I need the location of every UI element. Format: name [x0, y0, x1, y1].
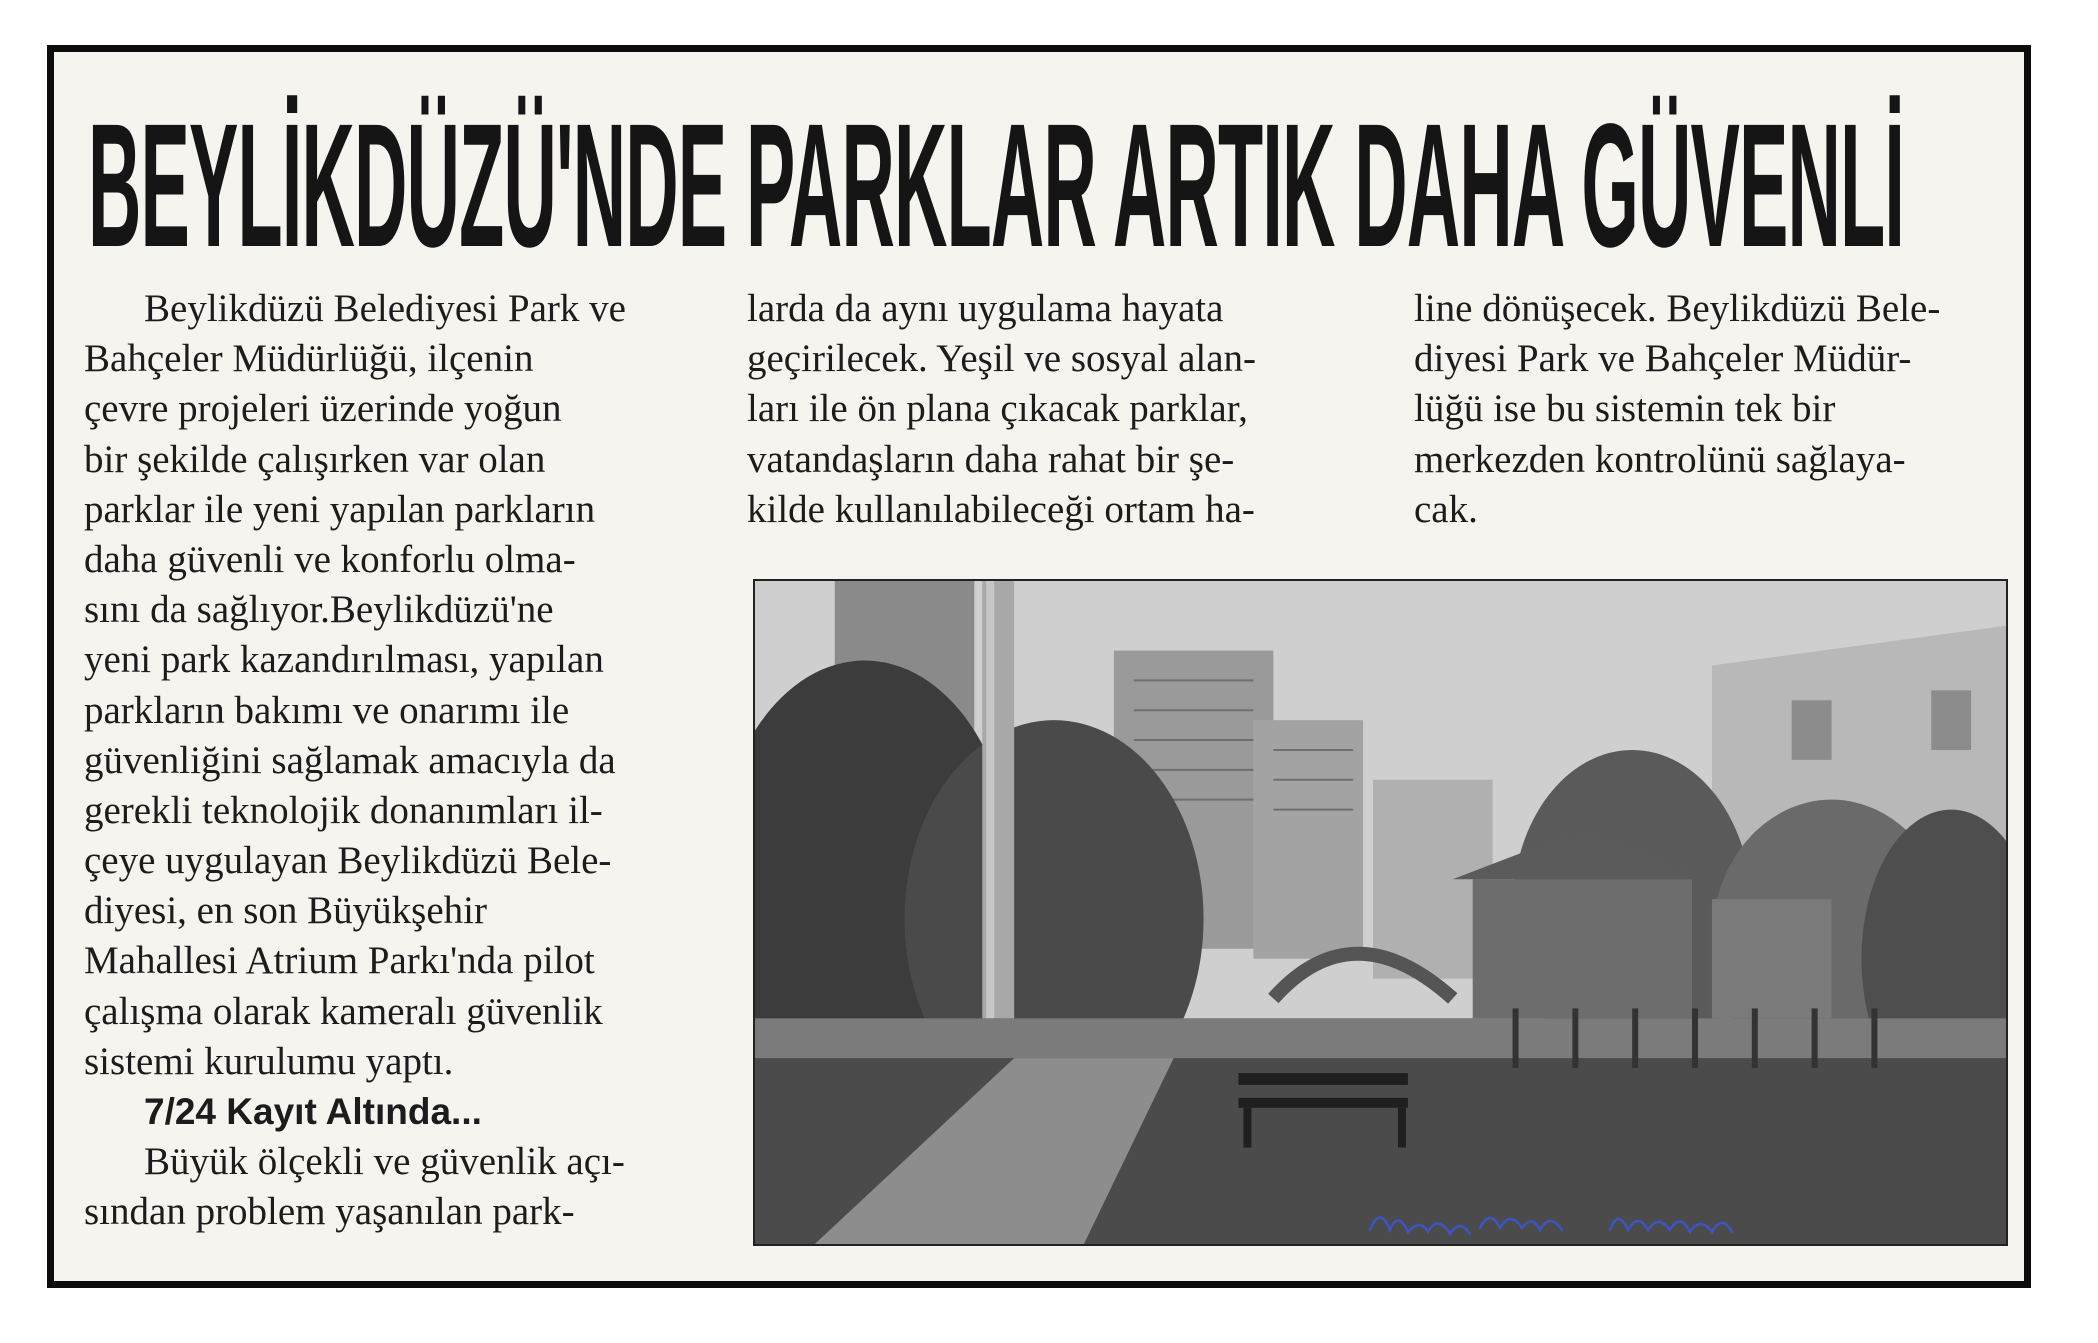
- column-1: [84, 284, 724, 1238]
- text-line: larda da aynı uygulama hayata: [747, 287, 1224, 330]
- headline: BEYLİKDÜZÜ'NDE PARKLAR ARTIK DAHA GÜVENLİ: [88, 88, 1905, 284]
- text-line: güvenliğini sağlamak amacıyla da: [84, 738, 616, 782]
- text-line: Beylikdüzü Belediyesi Park ve: [144, 287, 626, 330]
- text-line: sistemi kurulumu yaptı.: [84, 1039, 454, 1083]
- text-line: sından problem yaşanılan park-: [84, 1190, 575, 1234]
- column-2: [747, 284, 1407, 535]
- subheading: 7/24 Kayıt Altında...: [144, 1091, 482, 1132]
- newspaper-clipping: [47, 45, 2031, 1288]
- text-line: merkezden kontrolünü sağlaya-: [1414, 437, 1906, 481]
- text-line: kilde kullanılabileceği ortam ha-: [747, 487, 1255, 531]
- text-line: çeye uygulayan Beylikdüzü Bele-: [84, 839, 612, 883]
- text-line: çalışma olarak kameralı güvenlik: [84, 989, 603, 1033]
- text-line: line dönüşecek. Beylikdüzü Bele-: [1414, 287, 1941, 330]
- handwriting-scribble-icon: [1350, 1200, 1890, 1240]
- text-line: diyesi Park ve Bahçeler Müdür-: [1414, 337, 1912, 381]
- photo-illustration: [755, 581, 2006, 1244]
- text-line: gerekli teknolojik donanımları il-: [84, 788, 603, 832]
- text-line: vatandaşların daha rahat bir şe-: [747, 437, 1235, 481]
- text-line: Mahallesi Atrium Parkı'nda pilot: [84, 939, 595, 983]
- text-line: yeni park kazandırılması, yapılan: [84, 638, 604, 682]
- text-line: cak.: [1414, 487, 1478, 531]
- column-3: [1414, 284, 2014, 535]
- text-line: parklar ile yeni yapılan parkların: [84, 487, 596, 531]
- text-line: çevre projeleri üzerinde yoğun: [84, 387, 562, 431]
- text-line: bir şekilde çalışırken var olan: [84, 437, 546, 481]
- text-line: ları ile ön plana çıkacak parklar,: [747, 387, 1248, 431]
- text-line: parkların bakımı ve onarımı ile: [84, 688, 570, 732]
- text-line: Bahçeler Müdürlüğü, ilçenin: [84, 337, 534, 381]
- text-line: lüğü ise bu sistemin tek bir: [1414, 387, 1836, 431]
- text-line: diyesi, en son Büyükşehir: [84, 889, 487, 933]
- text-line: Büyük ölçekli ve güvenlik açı-: [144, 1140, 625, 1184]
- text-line: sını da sağlıyor.Beylikdüzü'ne: [84, 588, 554, 632]
- handwritten-note: [1350, 1200, 1890, 1240]
- text-line: geçirilecek. Yeşil ve sosyal alan-: [747, 337, 1257, 381]
- text-line: daha güvenli ve konforlu olma-: [84, 537, 576, 581]
- park-playground-photo: [753, 579, 2008, 1246]
